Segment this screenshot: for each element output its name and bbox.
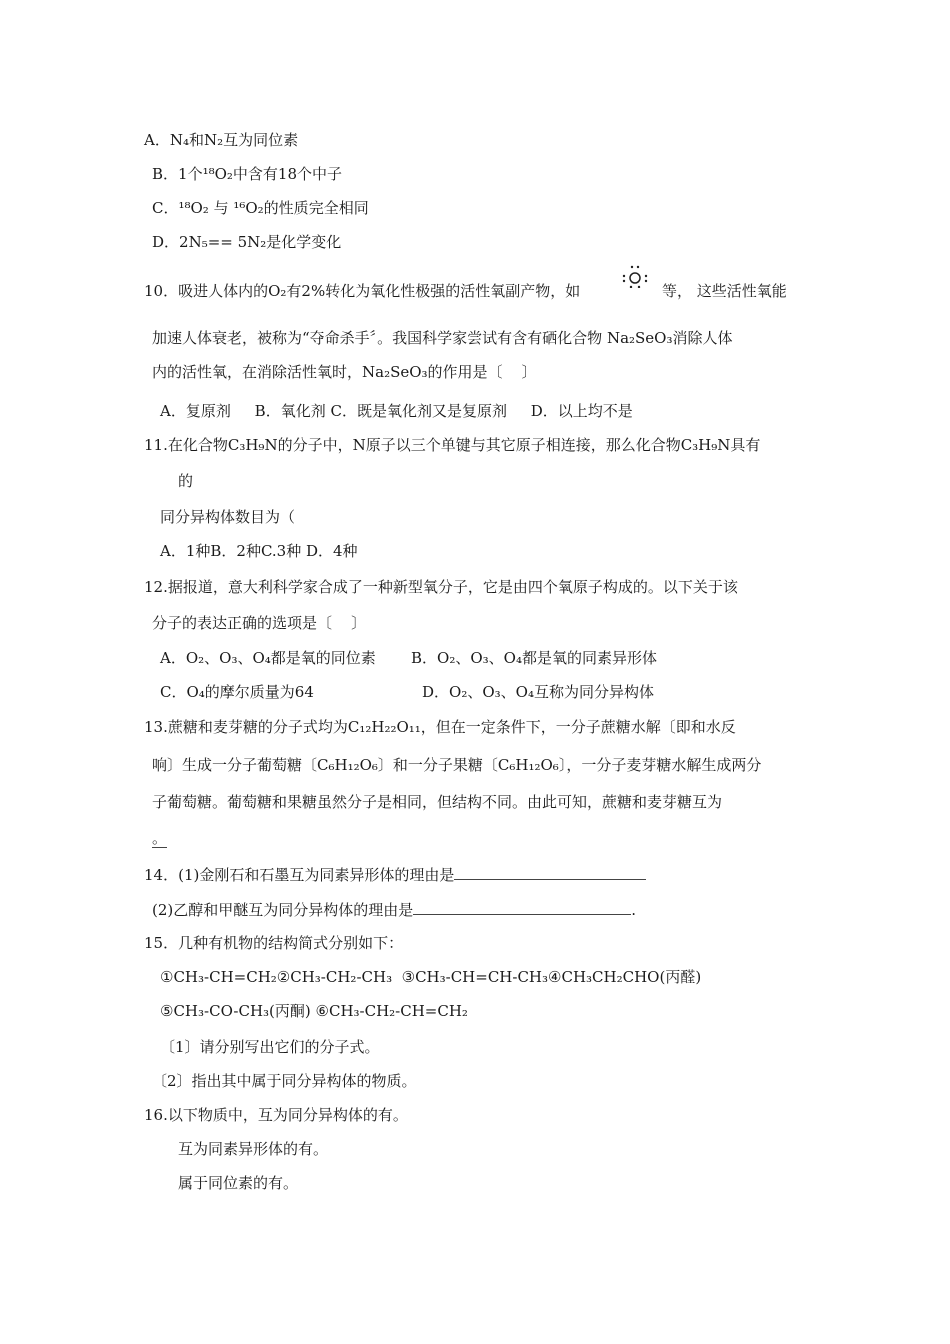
q11-line-2: 的 — [178, 472, 194, 490]
q14-line-1: 14．(1)金刚石和石墨互为同素异形体的理由是 — [144, 865, 646, 884]
q9-option-b: B．1个¹⁸O₂中含有18个中子 — [152, 165, 342, 183]
q16-line-3: 属于同位素的有。 — [178, 1174, 299, 1192]
q12-option-c: C．O₄的摩尔质量为64 — [160, 683, 314, 701]
q9-option-d: D．2N₅== 5N₂是化学变化 — [152, 233, 342, 251]
q11-options: A．1种B．2种C.3种 D．4种 — [160, 542, 358, 560]
answer-blank — [413, 900, 631, 915]
q14-line-2: (2)乙醇和甲醚互为同分异构体的理由是 . — [152, 901, 637, 919]
superoxide-radical-icon — [620, 264, 650, 288]
q9-option-c: C．¹⁸O₂ 与 ¹⁶O₂的性质完全相同 — [152, 199, 369, 217]
q12-line-1: 12.据报道，意大利科学家合成了一种新型氧分子，它是由四个氧原子构成的。以下关于该 — [144, 578, 738, 596]
q10-line-1: 10．吸进人体内的O₂有2%转化为氧化性极强的活性氧副产物，如 — [144, 282, 581, 300]
q13-line-3: 子葡萄糖。葡萄糖和果糖虽然分子是相同，但结构不同。由此可知，蔗糖和麦芽糖互为 — [152, 793, 723, 811]
q11-line-1: 11.在化合物C₃H₉N的分子中，N原子以三个单键与其它原子相连接，那么化合物C₃H₉N具有 — [144, 436, 761, 454]
q15-line-2: ①CH₃-CH=CH₂②CH₃-CH₂-CH₃ ③CH₃-CH=CH-CH₃④CH₃CH₂CHO(丙醛) — [160, 968, 702, 986]
q10-line-3: 内的活性氧，在消除活性氧时，Na₂SeO₃的作用是〔 〕 — [152, 363, 537, 381]
q10-line-1-end: 等， 这些活性氧能 — [662, 282, 787, 300]
q15-line-4: 〔1〕请分别写出它们的分子式。 — [160, 1038, 380, 1056]
q13-line-1: 13.蔗糖和麦芽糖的分子式均为C₁₂H₂₂O₁₁，但在一定条件下，一分子蔗糖水解〔即和水反 — [144, 718, 736, 736]
q13-line-4: 。 — [152, 829, 168, 847]
q10-options: A．复原剂 B．氧化剂 C．既是氧化剂又是复原剂 D．以上均不是 — [160, 402, 633, 420]
q10-line-2: 加速人体衰老，被称为“夺命杀手〞。我国科学家尝试有含有硒化合物 Na₂SeO₃消除人体 — [152, 329, 733, 347]
q12-option-d: D．O₂、O₃、O₄互称为同分异构体 — [422, 683, 654, 701]
q16-line-1: 16.以下物质中，互为同分异构体的有。 — [144, 1106, 408, 1124]
q12-option-b: B．O₂、O₃、O₄都是氧的同素异形体 — [411, 649, 657, 667]
q12-option-a: A．O₂、O₃、O₄都是氧的同位素 — [160, 649, 376, 667]
q13-line-2: 响〕生成一分子葡萄糖〔C₆H₁₂O₆〕和一分子果糖〔C₆H₁₂O₆〕，一分子麦芽糖水解生成两分 — [152, 756, 762, 774]
q11-line-3: 同分异构体数目为（ — [160, 508, 296, 526]
answer-blank — [454, 865, 646, 880]
q15-line-1: 15．几种有机物的结构简式分别如下： — [144, 934, 404, 952]
q16-line-2: 互为同素异形体的有。 — [178, 1140, 329, 1158]
q9-option-a: A．N₄和N₂互为同位素 — [144, 131, 299, 149]
q15-line-5: 〔2〕指出其中属于同分异构体的物质。 — [152, 1072, 417, 1090]
q15-line-3: ⑤CH₃-CO-CH₃(丙酮) ⑥CH₃-CH₂-CH=CH₂ — [160, 1002, 468, 1020]
q12-line-2: 分子的表达正确的选项是〔 〕 — [152, 614, 367, 632]
